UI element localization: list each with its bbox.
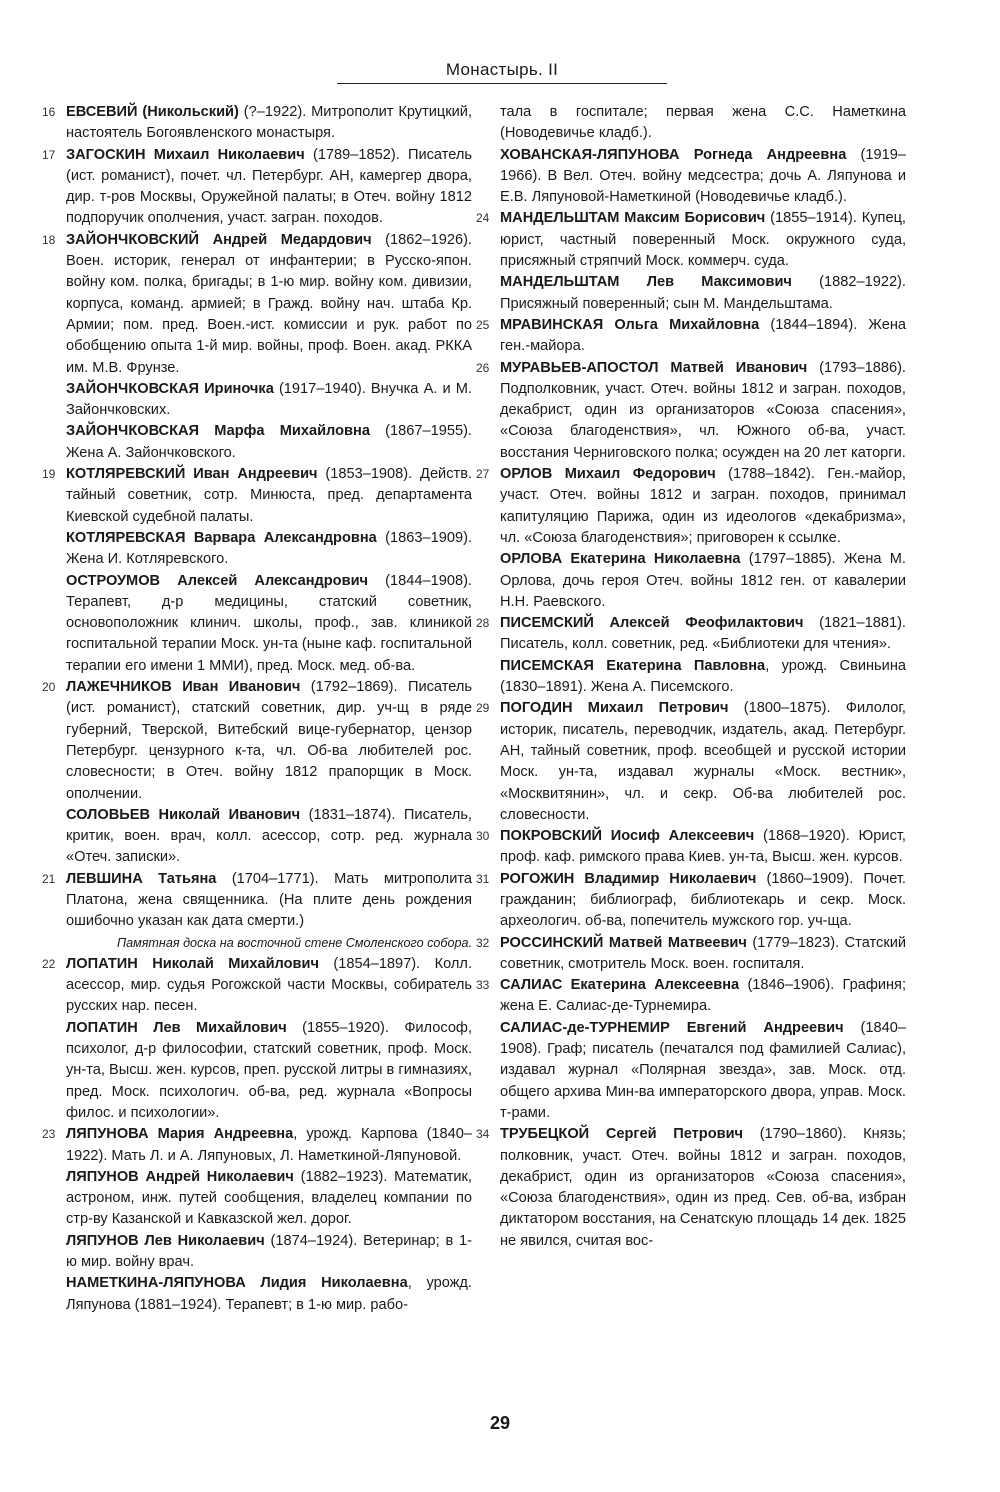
numbered-entry — [476, 826, 906, 869]
sub-entry — [42, 805, 472, 869]
entry-name: ПИСЕМСКИЙ Алексей Феофилактович — [500, 615, 804, 632]
entry-text: (1844–1894). Жена ген.-майора. — [500, 316, 906, 355]
entry-name: САЛИАС Екатерина Алексеевна — [500, 977, 740, 994]
entry-name: ТРУБЕЦКОЙ Сергей Петрович — [500, 1126, 744, 1143]
entry-name: РОГОЖИН Владимир Николаевич — [500, 870, 757, 887]
numbered-entry — [42, 102, 472, 145]
entry-number: 25 — [476, 317, 490, 332]
entry-name: ПОКРОВСКИЙ Иосиф Алексеевич — [500, 828, 755, 845]
entry-text: , урожд. Ляпунова (1881–1924). Терапевт; в 1-ю мир. рабо- — [66, 1275, 472, 1313]
sub-entry — [42, 379, 472, 422]
entry-text: (1846–1906). Графиня; жена Е. Салиас-де-Турнемира. — [500, 977, 907, 1015]
entry-number: 22 — [42, 956, 56, 971]
entry-name: ЗАЙОНЧКОВСКАЯ Ириночка — [66, 380, 274, 397]
numbered-entry — [476, 208, 906, 272]
numbered-entry — [42, 464, 472, 528]
entry-number: 33 — [476, 978, 490, 993]
entry-text: (1821–1881). Писатель, колл. советник, ред. «Библиотеки для чтения». — [500, 615, 906, 653]
entry-name: САЛИАС-де-ТУРНЕМИР Евгений Андреевич — [500, 1019, 844, 1036]
entry-text: (1868–1920). Юрист, проф. каф. римского права Киев. ун-та, Высш. жен. курсов. — [500, 828, 906, 866]
entry-number: 16 — [42, 105, 56, 119]
entry-name: ОСТРОУМОВ Алексей Александрович — [66, 572, 369, 589]
entry-number: 18 — [42, 232, 56, 247]
numbered-entry — [476, 698, 906, 826]
right-column — [476, 102, 906, 1252]
entry-name: ЕВСЕВИЙ (Никольский) — [66, 104, 239, 120]
sub-entry — [476, 272, 906, 315]
entry-number: 20 — [42, 680, 56, 695]
sub-entry — [42, 1018, 472, 1124]
entry-text: (1855–1920). Философ, психолог, д-р философии, статский советник, проф. Моск. ун-та, Высш. жен. курсов, преп. русской литры в гимназиях, пред. Моск. психологич. об-ва, ред. журнала «Вопросы филос. и психологии». — [66, 1019, 472, 1121]
entry-name: ЗАГОСКИН Михаил Николаевич — [66, 146, 305, 163]
numbered-entry — [42, 1124, 472, 1167]
entry-number: 21 — [42, 871, 56, 886]
numbered-entry — [476, 933, 906, 976]
sub-entry — [42, 421, 472, 464]
entry-number: 28 — [476, 616, 490, 631]
entry-number: 32 — [476, 935, 490, 950]
entry-text: (1919–1966). В Вел. Отеч. войну медсестра; дочь А. Ляпунова и Е.В. Ляпуновой-Наметкиной (Новодевичье кладб.). — [500, 146, 907, 206]
numbered-entry — [42, 954, 472, 1018]
numbered-entry — [476, 358, 906, 464]
sub-entry — [476, 1018, 906, 1124]
entry-text: (1793–1886). Подполковник, участ. Отеч. войны 1812 и загран. походов, декабрист, один из организаторов «Союза спасения», «Союза благоденствия», чл. Южного об-ва, участ. восстания Черниговского полка; осужден на 20 лет каторги. — [500, 359, 906, 461]
entry-name: ЛЯПУНОВА Мария Андреевна — [66, 1126, 294, 1143]
page-number: 29 — [489, 1413, 511, 1433]
sub-entry — [42, 571, 472, 677]
entry-text: (1840–1908). Граф; писатель (печатался под фамилией Салиас), издавал журнал «Полярная звезда», зав. Моск. отд. общего архива Мин-ва императорского двора, управ. Моск. т-рами. — [500, 1019, 907, 1121]
entry-name: ЛЯПУНОВ Лев Николаевич — [66, 1232, 265, 1249]
entry-text: (1831–1874). Писатель, критик, воен. врач, колл. асессор, сотр. ред. журнала «Отеч. записки». — [66, 806, 472, 866]
entry-number: 31 — [476, 871, 490, 886]
sub-entry — [42, 1167, 472, 1231]
numbered-entry — [476, 613, 906, 656]
sub-entry — [476, 656, 906, 699]
entry-text: (1779–1823). Статский советник, смотритель Моск. воен. госпиталя. — [500, 934, 907, 972]
entry-number: 30 — [476, 829, 490, 844]
entry-name: СОЛОВЬЕВ Николай Иванович — [66, 806, 301, 823]
entry-name: КОТЛЯРЕВСКАЯ Варвара Александровна — [66, 529, 377, 546]
entry-number: 29 — [476, 701, 490, 716]
entry-number: 26 — [476, 360, 490, 375]
entry-name: НАМЕТКИНА-ЛЯПУНОВА Лидия Николаевна — [66, 1275, 408, 1292]
sub-entry — [476, 549, 906, 613]
entry-name: ХОВАНСКАЯ-ЛЯПУНОВА Рогнеда Андреевна — [500, 146, 847, 163]
entry-number: 19 — [42, 467, 56, 482]
sub-entry — [476, 102, 906, 145]
entry-name: ЗАЙОНЧКОВСКАЯ Марфа Михайловна — [66, 423, 370, 440]
entry-text: (1792–1869). Писатель (ист. романист), статский советник, дир. уч-щ в ряде губерний, Тверской, Витебский вице-губернатор, цензор Петербург. цензурного к-та, чл. Об-ва любителей рос. словесности; в Отеч. войну 1812 прапорщик в Моск. ополчении. — [66, 679, 472, 802]
left-column — [42, 102, 472, 1316]
numbered-entry — [42, 677, 472, 805]
entry-text: (1863–1909). Жена И. Котляревского. — [66, 529, 472, 568]
entry-note: Памятная доска на восточной стене Смоленского собора. — [116, 935, 472, 950]
entry-text: (?–1922). Митрополит Крутицкий, настоятель Богоявленского монастыря. — [66, 104, 473, 142]
entry-text: (1860–1909). Почет. гражданин; библиограф, библиотекарь и секр. Моск. археологич. об-ва, попечитель мужского гор. уч-ща. — [500, 870, 906, 930]
entry-name: ЛОПАТИН Лев Михайлович — [66, 1019, 287, 1036]
entry-name: ЛАЖЕЧНИКОВ Иван Иванович — [66, 679, 301, 696]
sub-entry — [42, 1273, 472, 1316]
entry-name: ЛЕВШИНА Татьяна — [66, 870, 217, 887]
header-rule — [337, 83, 667, 84]
entry-text: (1867–1955). Жена А. Зайончковского. — [66, 423, 472, 461]
entry-number: 24 — [476, 211, 490, 226]
entry-text: (1853–1908). Действ. тайный советник, сотр. Минюста, пред. департамента Киевской судебной палаты. — [66, 466, 472, 525]
entry-name: МРАВИНСКАЯ Ольга Михайловна — [500, 316, 760, 333]
sub-entry — [42, 1231, 472, 1274]
entry-text: , урожд. Карпова (1840–1922). Мать Л. и А. Ляпуновых, Л. Наметкиной-Ляпуновой. — [66, 1126, 473, 1164]
entry-name: МУРАВЬЕВ-АПОСТОЛ Матвей Иванович — [500, 359, 808, 376]
entry-name: ЗАЙОНЧКОВСКИЙ Андрей Медардович — [66, 231, 372, 248]
entry-number: 23 — [42, 1127, 56, 1142]
entry-name: МАНДЕЛЬШТАМ Максим Борисович — [500, 210, 766, 227]
entry-text: (1874–1924). Ветеринар; в 1-ю мир. войну врач. — [66, 1232, 473, 1271]
numbered-entry — [42, 145, 472, 230]
entry-text: (1790–1860). Князь; полковник, участ. Отеч. войны 1812 и загран. походов, декабрист, один из организаторов «Союза спасения», «Союза благоденствия», один из пред. Сев. об-ва, избран диктатором восстания, на Сенатскую площадь 14 дек. 1825 не явился, считая вос- — [500, 1126, 906, 1249]
entry-text: (1855–1914). Купец, юрист, частный поверенный Моск. окружного суда, присяжный стряпчий Моск. коммерч. суда. — [500, 210, 906, 270]
entry-text: (1882–1923). Математик, астроном, инж. путей сообщения, владелец компании по стр-ву Казанской и Кавказской жел. дорог. — [66, 1168, 472, 1228]
entry-number: 17 — [42, 147, 56, 162]
entry-text: , урожд. Свиньина (1830–1891). Жена А. Писемского. — [500, 657, 906, 696]
entry-name: МАНДЕЛЬШТАМ Лев Максимович — [500, 274, 792, 291]
entry-text: (1789–1852). Писатель (ист. романист), почет. чл. Петербург. АН, камергер двора, дир. т-ров Москвы, Оружейной палаты; в Отеч. войну 1812 подпоручик ополчения, участ. загран. походов. — [66, 146, 472, 227]
numbered-entry — [476, 869, 906, 933]
entry-text: (1800–1875). Филолог, историк, писатель, переводчик, издатель, акад. Петербург. АН, тайный советник, проф. всеобщей и русской истории Моск. ун-та, издавал журналы «Моск. вестник», «Москвитянин», чл. и секр. Об-ва любителей рос. словесности. — [500, 700, 906, 823]
entry-name: РОССИНСКИЙ Матвей Матвеевич — [500, 934, 747, 951]
entry-text: (1788–1842). Ген.-майор, участ. Отеч. войны 1812 и загран. походов, принимал капитуляцию Парижа, один из идеологов «декабризма», чл. «Союза благоденствия»; приговорен к ссылке. — [500, 466, 906, 546]
numbered-entry — [476, 464, 906, 549]
sub-entry — [476, 145, 906, 209]
entry-text: (1917–1940). Внучка А. и М. Зайончковских. — [66, 380, 472, 419]
entry-number: 27 — [476, 467, 490, 482]
entry-text: (1704–1771). Мать митрополита Платона, жена священника. (На плите день рождения ошибочно указан как дата смерти.) — [66, 870, 472, 930]
entry-name: ОРЛОВ Михаил Федорович — [500, 466, 716, 483]
entry-text: (1862–1926). Воен. историк, генерал от инфантерии; в Русско-япон. войну ком. полка, бригады; в 1-ю мир. войну ком. дивизии, корпуса, команд. армией; в Гражд. войну нач. штаба Кр. Армии; пом. пред. Воен.-ист. комиссии и рук. работ по обобщению опыта 1-й мир. войны, проф. Воен. акад. РККА им. М.В. Фрунзе. — [66, 231, 472, 376]
entry-text: (1882–1922). Присяжный поверенный; сын М. Мандельштама. — [500, 274, 906, 312]
entry-text: тала в госпитале; первая жена С.С. Наметкина (Новодевичье кладб.). — [500, 104, 906, 142]
numbered-entry — [42, 230, 472, 379]
entry-name: ЛЯПУНОВ Андрей Николаевич — [66, 1168, 294, 1185]
entry-name: ЛОПАТИН Николай Михайлович — [66, 955, 319, 972]
entry-text: (1844–1908). Терапевт, д-р медицины, статский советник, основоположник клинич. школы, проф., зав. клиникой госпитальной терапии Моск. ун-та (ныне каф. госпитальной терапии его имени 1 ММИ), пред. Моск. мед. об-ва. — [66, 572, 473, 674]
entry-text: (1797–1885). Жена М. Орлова, дочь героя Отеч. войны 1812 ген. от кавалерии Н.Н. Раевского. — [500, 551, 906, 610]
entry-name: ПОГОДИН Михаил Петрович — [500, 700, 729, 717]
numbered-entry — [476, 975, 906, 1018]
entry-name: ОРЛОВА Екатерина Николаевна — [500, 551, 741, 568]
entry-text: (1854–1897). Колл. асессор, мир. судья Рогожской части Москвы, собиратель русских нар. песен. — [66, 955, 472, 1015]
numbered-entry — [476, 1124, 906, 1252]
running-header: Монастырь. II — [445, 60, 559, 79]
sub-entry — [42, 528, 472, 571]
entry-number: 34 — [476, 1127, 490, 1142]
numbered-entry — [476, 315, 906, 358]
entry-name: ПИСЕМСКАЯ Екатерина Павловна — [500, 657, 766, 674]
numbered-entry — [42, 869, 472, 933]
entry-name: КОТЛЯРЕВСКИЙ Иван Андреевич — [66, 466, 318, 483]
